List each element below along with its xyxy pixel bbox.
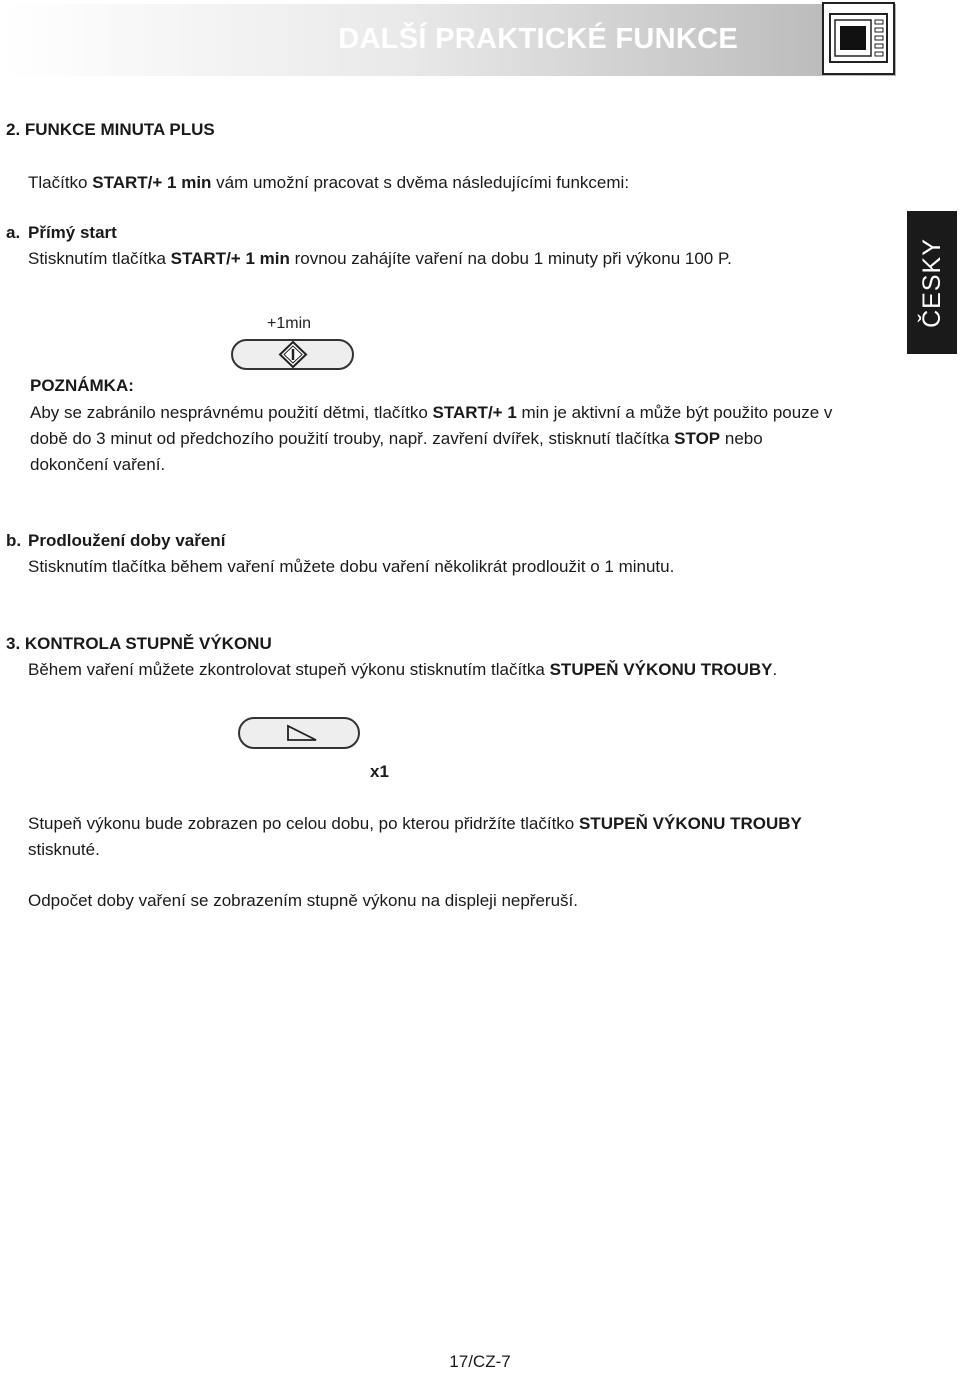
power-check-text: Během vaření můžete zkontrolovat stupeň výkonu stisknutím tlačítka STUPEŇ VÝKONU TROUBY. xyxy=(28,660,778,679)
power-display-text-2: stisknuté. xyxy=(28,840,100,859)
note-line-1: Aby se zabránilo nesprávnému použití dětmi, tlačítko START/+ 1 min je aktivní a může být použito pouze v xyxy=(30,403,833,422)
subsection-title-extend: Prodloužení doby vaření xyxy=(28,531,226,550)
countdown-text: Odpočet doby vaření se zobrazením stupně výkonu na displeji nepřeruší. xyxy=(28,891,578,910)
page-title: DALŠÍ PRAKTICKÉ FUNKCE xyxy=(338,23,738,55)
extend-text: Stisknutím tlačítka během vaření můžete dobu vaření několikrát prodloužit o 1 minutu. xyxy=(28,557,675,576)
start-plus-1min-button[interactable] xyxy=(231,339,354,370)
note-title: POZNÁMKA: xyxy=(30,376,134,395)
language-label: ČESKY xyxy=(918,238,946,328)
section-heading-minute-plus: 2. FUNKCE MINUTA PLUS xyxy=(6,120,215,139)
language-tab xyxy=(907,211,957,354)
note-line-2: době do 3 minut od předchozího použití trouby, např. zavření dvířek, stisknutí tlačítka STOP nebo xyxy=(30,429,763,448)
power-level-icon xyxy=(240,719,358,747)
note-line-3: dokončení vaření. xyxy=(30,455,166,474)
start-diamond-icon xyxy=(233,341,352,368)
section-heading-power-check: 3. KONTROLA STUPNĚ VÝKONU xyxy=(6,634,272,653)
power-level-button[interactable] xyxy=(238,717,360,749)
power-display-text-1: Stupeň výkonu bude zobrazen po celou dobu, po kterou přidržíte tlačítko STUPEŇ VÝKONU TROUBY xyxy=(28,814,802,833)
page-header xyxy=(4,4,896,76)
start-button-label: +1min xyxy=(267,315,312,332)
subsection-title-direct-start: Přímý start xyxy=(28,223,117,242)
direct-start-text: Stisknutím tlačítka START/+ 1 min rovnou zahájíte vaření na dobu 1 minuty při výkonu 100 P. xyxy=(28,249,732,268)
subsection-label-b: b. xyxy=(6,531,22,550)
microwave-icon xyxy=(822,2,895,75)
page-number: 17/CZ-7 xyxy=(449,1352,511,1371)
press-count: x1 xyxy=(370,762,389,781)
subsection-label-a: a. xyxy=(6,223,21,242)
intro-text: Tlačítko START/+ 1 min vám umožní pracovat s dvěma následujícími funkcemi: xyxy=(28,173,630,192)
